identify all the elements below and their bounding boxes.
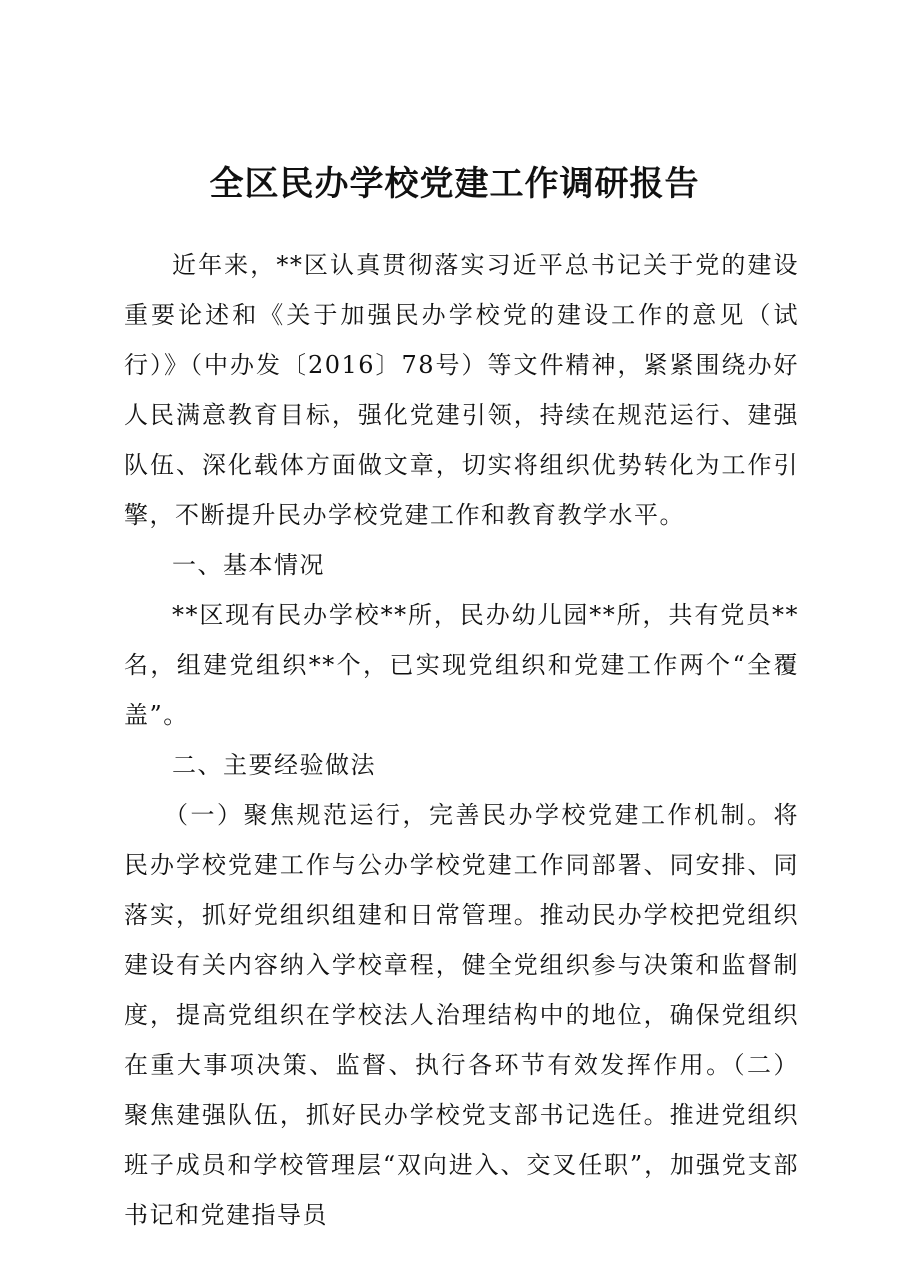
document-body bbox=[124, 240, 799, 1240]
document-title: 全区民办学校党建工作调研报告 bbox=[209, 164, 700, 204]
intro-paragraph: 近年来，**区认真贯彻落实习近平总书记关于党的建设重要论述和《关于加强民办学校党的建设工作的意见（试行）》（中办发〔2016〕78号）等文件精神，紧紧围绕办好人民满意教育目标，强化党建引领，持续在规范运行、建强队伍、深化载体方面做文章，切实将组织优势转化为工作引擎，不断提升民办学校党建工作和教育教学水平。 bbox=[124, 251, 799, 529]
section-heading-basic-situation: 一、基本情况 bbox=[172, 551, 325, 579]
basic-situation-paragraph: **区现有民办学校**所，民办幼儿园**所，共有党员**名，组建党组织**个，已实现党组织和党建工作两个“全覆盖”。 bbox=[124, 601, 799, 729]
main-experience-paragraph: （一）聚焦规范运行，完善民办学校党建工作机制。将民办学校党建工作与公办学校党建工作同部署、同安排、同落实，抓好党组织组建和日常管理。推动民办学校把党组织建设有关内容纳入学校章程，健全党组织参与决策和监督制度，提高党组织在学校法人治理结构中的地位，确保党组织在重大事项决策、监督、执行各环节有效发挥作用。（二）聚焦建强队伍，抓好民办学校党支部书记选任。推进党组织班子成员和学校管理层“双向进入、交叉任职”，加强党支部书记和党建指导员 bbox=[124, 801, 799, 1229]
section-heading-main-experience: 二、主要经验做法 bbox=[172, 751, 376, 779]
